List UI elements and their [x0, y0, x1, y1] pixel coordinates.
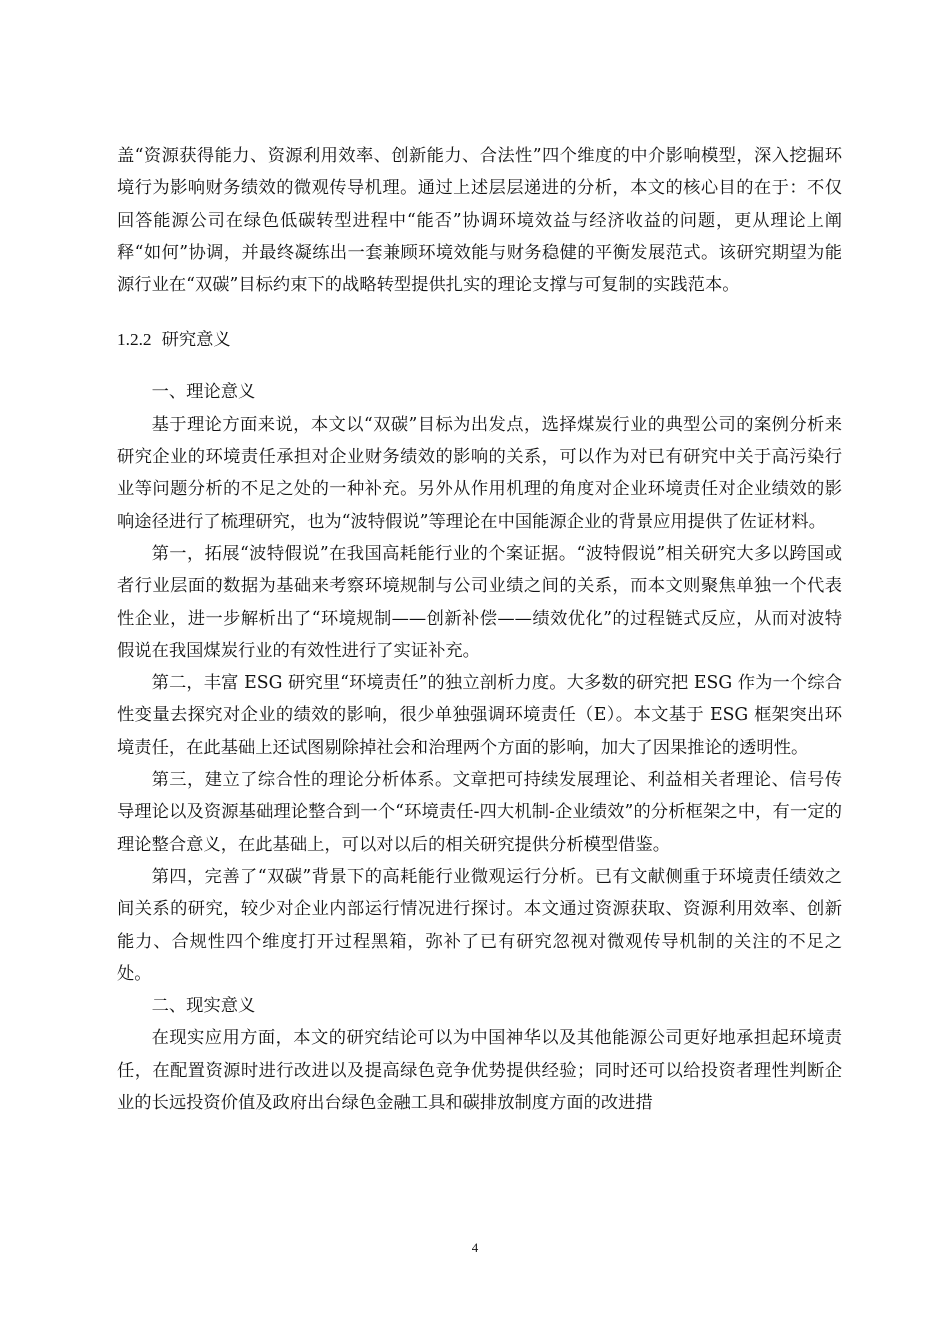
point-3-paragraph: 第三，建立了综合性的理论分析体系。文章把可持续发展理论、利益相关者理论、信号传导理论以及资源基础理论整合到一个“环境责任-四大机制-企业绩效”的分析框架之中，有一定的理论整合意义，在此基础上，可以对以后的相关研究提供分析模型借鉴。: [117, 770, 842, 855]
practice-paragraph: 在现实应用方面，本文的研究结论可以为中国神华以及其他能源公司更好地承担起环境责任，在配置资源时进行改进以及提高绿色竞争优势提供经验；同时还可以给投资者理性判断企业的长远投资价值及政府出台绿色金融工具和碳排放制度方面的改进措: [117, 1028, 842, 1114]
point-1-paragraph: 第一，拓展“波特假说”在我国高耗能行业的个案证据。“波特假说”相关研究大多以跨国或者行业层面的数据为基础来考察环境规制与公司业绩之间的关系，而本文则聚焦单独一个代表性企业，进一步解析出了“环境规制——创新补偿——绩效优化”的过程链式反应，从而对波特假说在我国煤炭行业的有效性进行了实证补充。: [117, 543, 842, 661]
point-2-paragraph: 第二，丰富 ESG 研究里“环境责任”的独立剖析力度。大多数的研究把 ESG 作为一个综合性变量去探究对企业的绩效的影响，很少单独强调环境责任（E）。本文基于 ESG 框架突出环境责任，在此基础上还试图剔除掉社会和治理两个方面的影响，加大了因果推论的透明性。: [117, 673, 842, 758]
section-number: 1.2.2: [117, 330, 152, 350]
intro-paragraph: 盖“资源获得能力、资源利用效率、创新能力、合法性”四个维度的中介影响模型，深入挖掘环境行为影响财务绩效的微观传导机理。通过上述层层递进的分析，本文的核心目的在于：不仅回答能源公司在绿色低碳转型进程中“能否”协调环境效益与经济收益的问题，更从理论上阐释“如何”协调，并最终凝练出一套兼顾环境效能与财务稳健的平衡发展范式。该研究期望为能源行业在“双碳”目标约束下的战略转型提供扎实的理论支撑与可复制的实践范本。: [117, 146, 842, 296]
theory-heading: 一、理论意义: [151, 382, 256, 403]
practice-heading: 二、现实意义: [151, 996, 256, 1017]
point-4-paragraph: 第四，完善了“双碳”背景下的高耗能行业微观运行分析。已有文献侧重于环境责任绩效之间关系的研究，较少对企业内部运行情况进行探讨。本文通过资源获取、资源利用效率、创新能力、合规性四个维度打开过程黑箱，弥补了已有研究忽视对微观传导机制的关注的不足之处。: [117, 866, 842, 984]
theory-intro-paragraph: 基于理论方面来说，本文以“双碳”目标为出发点，选择煤炭行业的典型公司的案例分析来研究企业的环境责任承担对企业财务绩效的影响的关系，可以作为对已有研究中关于高污染行业等问题分析的不足之处的一种补充。另外从作用机理的角度对企业环境责任对企业绩效的影响途径进行了梳理研究，也为“波特假说”等理论在中国能源企业的背景应用提供了佐证材料。: [117, 414, 842, 532]
page-body: [117, 140, 842, 1119]
section-heading: [117, 324, 842, 356]
section-title: 研究意义: [161, 330, 231, 351]
page-number: 4: [471, 1240, 479, 1255]
